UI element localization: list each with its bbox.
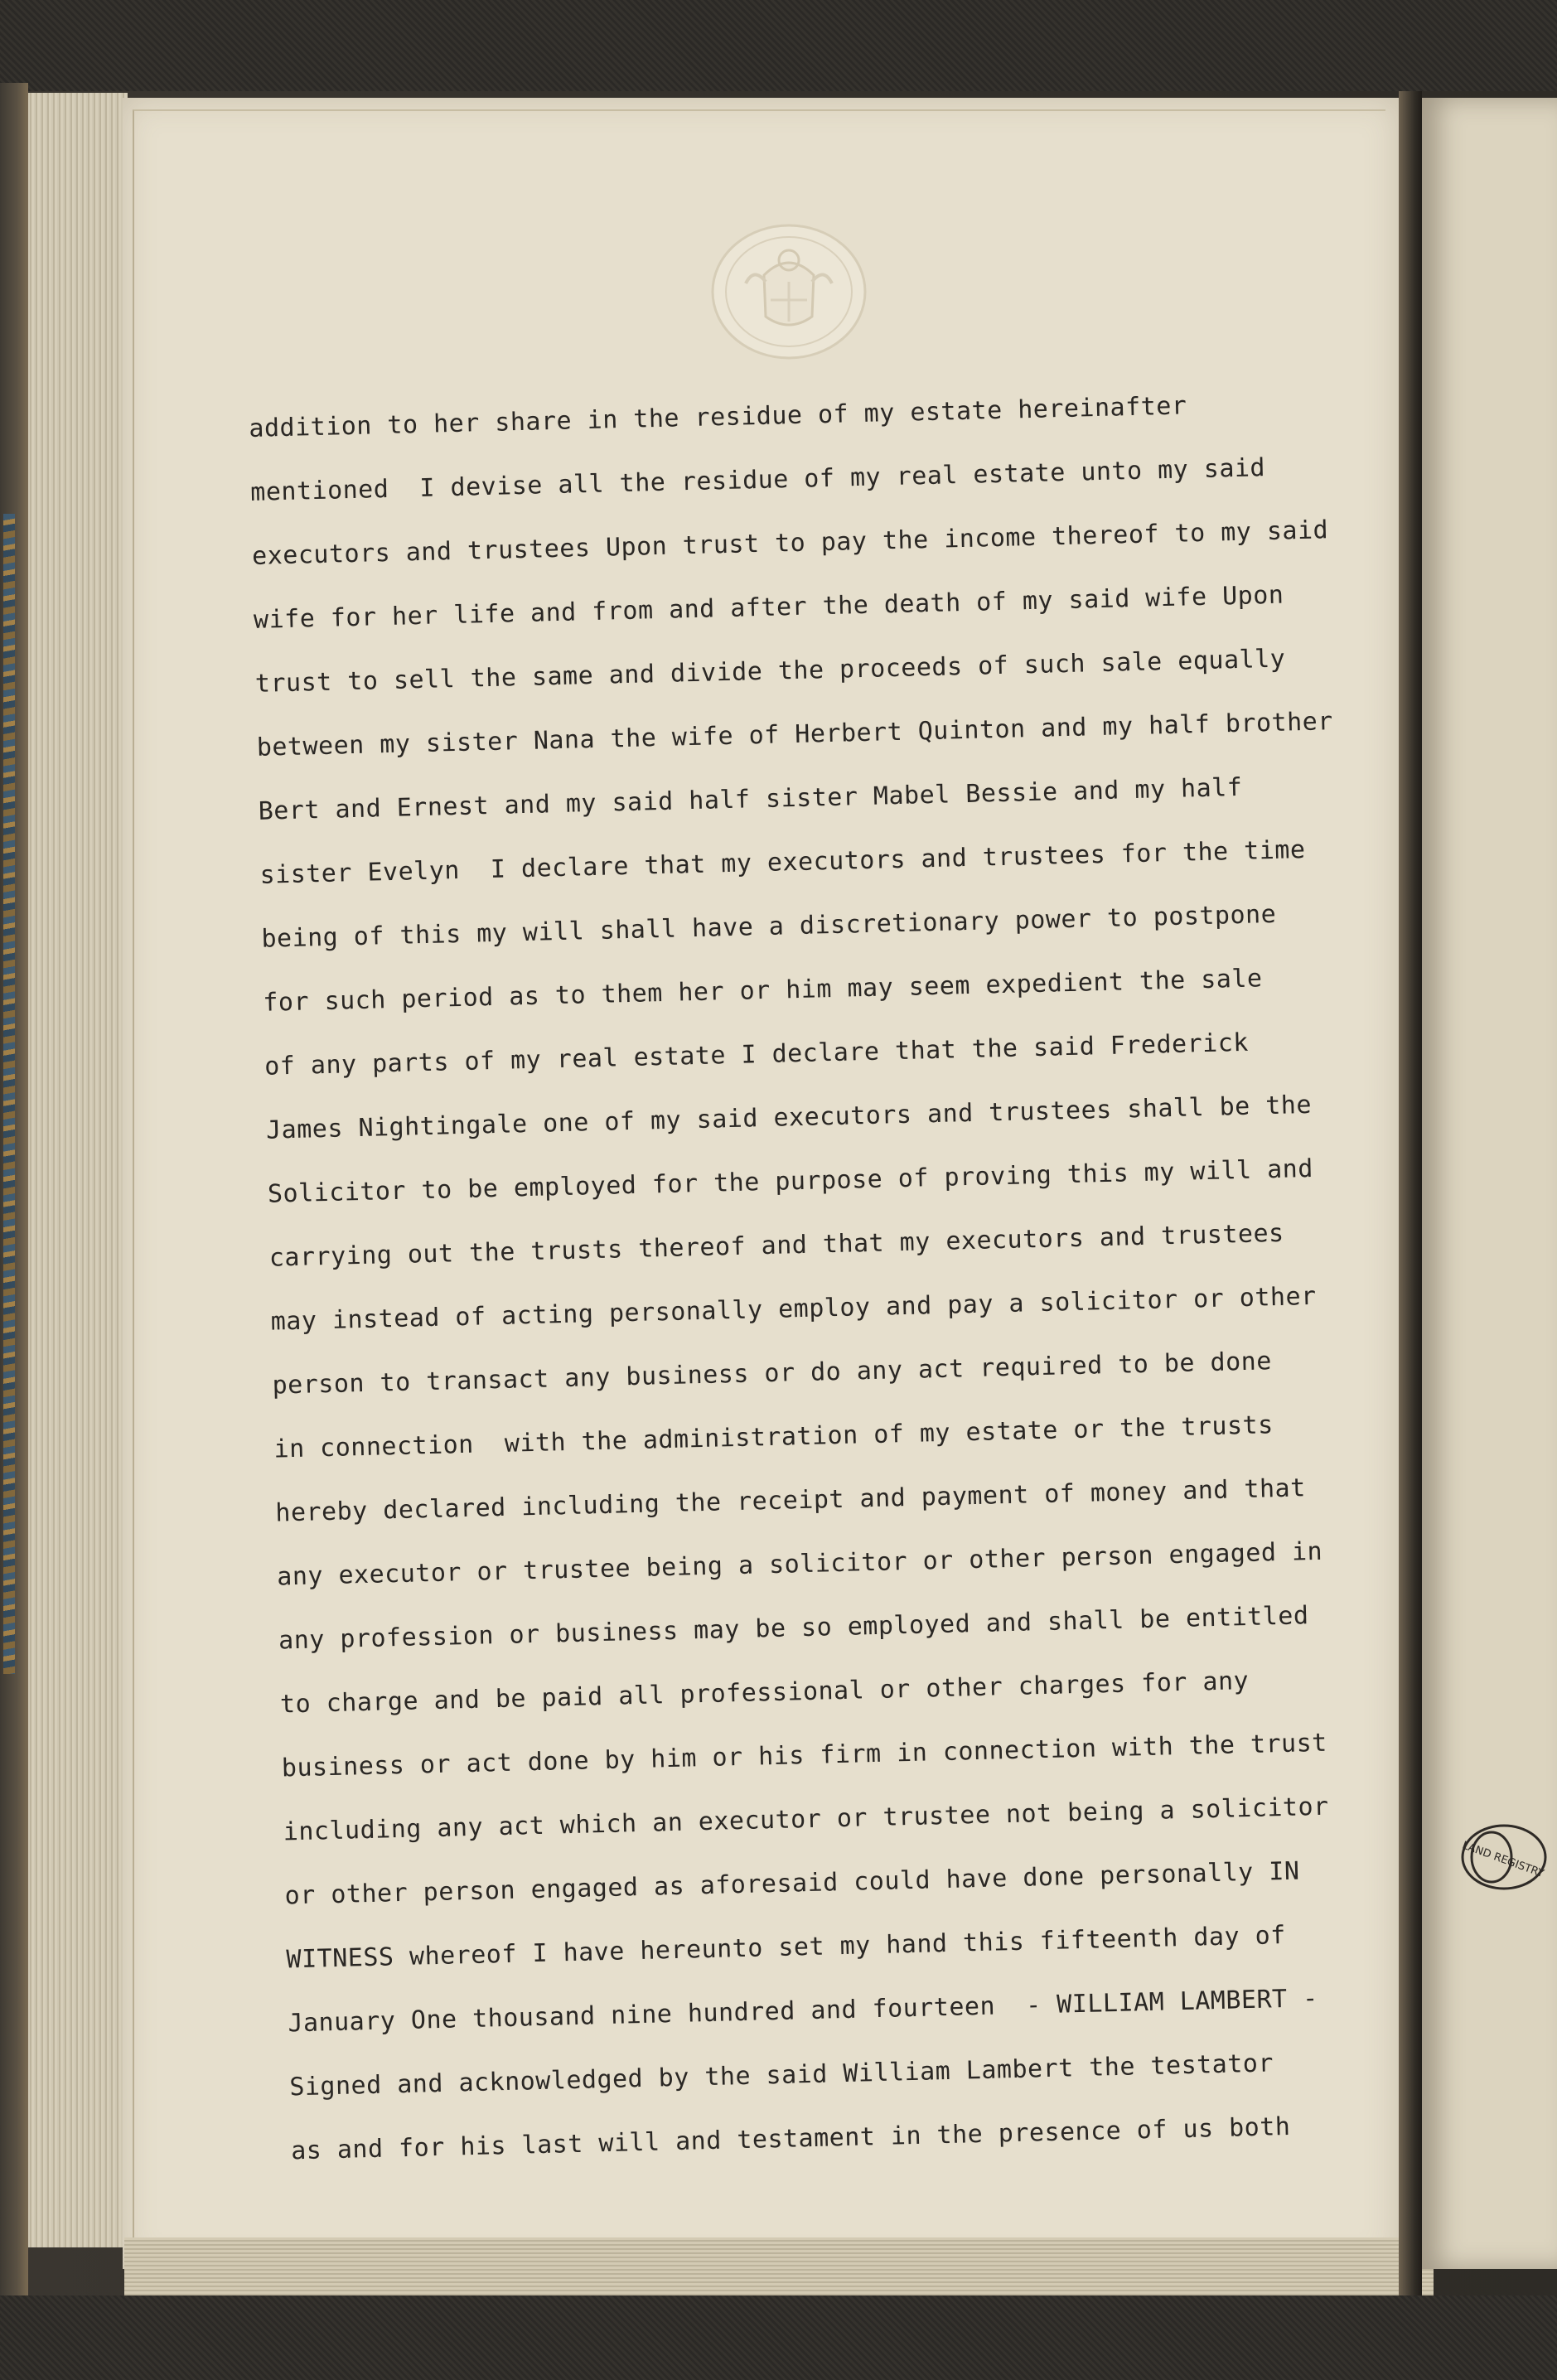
document-line: being of this my will shall have a discretionary power to postpone (261, 899, 1277, 954)
registry-stamp-icon (1458, 1820, 1550, 1894)
marbled-endpaper-strip (3, 514, 15, 1674)
will-text (249, 386, 1452, 2204)
document-line: Bert and Ernest and my said half sister Mabel Bessie and my half (258, 772, 1243, 826)
document-line: carrying out the trusts thereof and that my executors and trustees (268, 1218, 1285, 1273)
document-line: business or act done by him or his firm in connection with the trust (281, 1728, 1328, 1783)
document-line: in connection with the administration of my estate or the trusts (273, 1410, 1274, 1464)
book-spine (0, 83, 28, 2304)
document-line: person to transact any business or do any act required to be done (272, 1347, 1273, 1400)
document-line: may instead of acting personally employ and pay a solicitor or other (270, 1281, 1318, 1337)
document-line: to charge and be paid all professional or other charges for any (279, 1666, 1250, 1720)
page-stack-bottom-edge (124, 2237, 1434, 2295)
document-line: trust to sell the same and divide the proceeds of such sale equally (254, 644, 1286, 699)
document-line: or other person engaged as aforesaid could have done personally IN (284, 1856, 1300, 1911)
document-line: Signed and acknowledged by the said William Lambert the testator (288, 2049, 1274, 2102)
stamp-text: LAND REGISTRY (1460, 1839, 1546, 1881)
document-line: mentioned I devise all the residue of my real estate unto my said (249, 453, 1266, 507)
page-stack-left-edge (28, 93, 128, 2247)
document-line: for such period as to them her or him may seem expedient the sale (262, 964, 1263, 1018)
book-binding-bottom (0, 2295, 1557, 2380)
document-line: January One thousand nine hundred and fourteen - WILLIAM LAMBERT - (288, 1984, 1319, 2039)
document-line: hereby declared including the receipt and payment of money and that (274, 1473, 1307, 1528)
document-line: any executor or trustee being a solicitor or other person engaged in (276, 1536, 1323, 1592)
document-line: Solicitor to be employed for the purpose of proving this my will and (267, 1154, 1314, 1209)
document-line: addition to her share in the residue of my estate hereinafter (249, 391, 1187, 443)
document-line: sister Evelyn I declare that my executors and trustees for the time (259, 835, 1306, 890)
book-binding-top (0, 0, 1557, 91)
document-line: any profession or business may be so employed and shall be entitled (278, 1601, 1309, 1656)
document-line: between my sister Nana the wife of Herbert Quinton and my half brother (256, 707, 1334, 762)
document-line: of any parts of my real estate I declare that the said Frederick (264, 1028, 1250, 1081)
document-line: executors and trustees Upon trust to pay the income thereof to my said (251, 515, 1329, 571)
embossed-royal-arms-seal-icon (706, 217, 872, 366)
document-line: WITNESS whereof I have hereunto set my hand this fifteenth day of (286, 1920, 1287, 1975)
document-line: as and for his last will and testament in the presence of us both (290, 2112, 1291, 2166)
document-line: James Nightingale one of my said executors and trustees shall be the (265, 1090, 1313, 1145)
document-line: including any act which an executor or trustee not being a solicitor (283, 1792, 1330, 1847)
document-line: wife for her life and from and after the death of my said wife Upon (253, 580, 1284, 635)
